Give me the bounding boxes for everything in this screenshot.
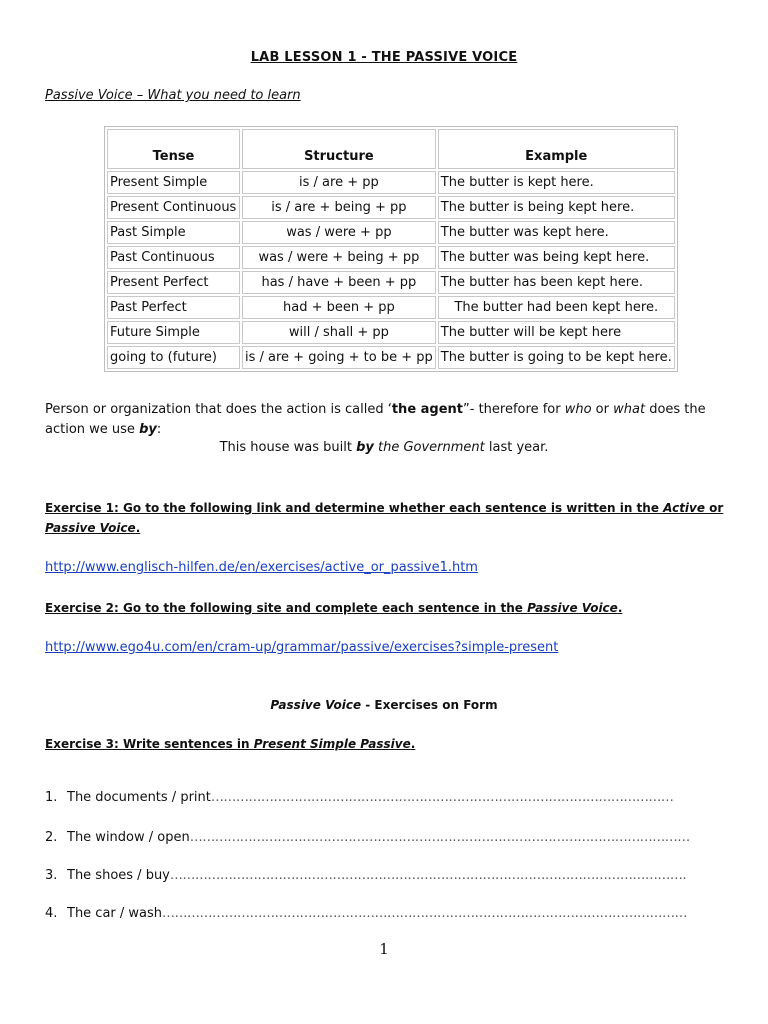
structure-cell: will / shall + pp	[242, 321, 436, 344]
tense-table	[104, 126, 678, 372]
tense-cell: Present Simple	[107, 171, 240, 194]
exercise-1-text: Exercise 1: Go to the following link and determine whether each sentence is written in the	[45, 501, 664, 515]
page-title: LAB LESSON 1 - THE PASSIVE VOICE	[250, 50, 518, 65]
item-text: The documents / print	[67, 790, 211, 805]
agent-text: Person or organization that does the action is called ‘	[45, 402, 392, 417]
exercise-1-heading	[45, 498, 725, 538]
example-cell: The butter was being kept here.	[438, 246, 675, 269]
table-row	[107, 196, 675, 219]
table-row	[107, 246, 675, 269]
table-row	[107, 271, 675, 294]
agent-term: the agent	[391, 402, 464, 417]
list-item	[45, 906, 687, 921]
example-cell: The butter is being kept here.	[438, 196, 675, 219]
agent-text: does the action we use	[45, 402, 706, 437]
table-row	[107, 321, 675, 344]
tense-cell: Present Continuous	[107, 196, 240, 219]
structure-cell: has / have + been + pp	[242, 271, 436, 294]
item-text: The shoes / buy	[67, 868, 170, 883]
exercise-2-heading	[45, 598, 725, 618]
section-heading-italic: Passive Voice	[270, 698, 362, 712]
exercise-3-text: Exercise 3: Write sentences in	[45, 737, 254, 751]
tense-cell: Past Simple	[107, 221, 240, 244]
example-text: This house was built	[219, 440, 357, 455]
structure-cell: is / are + going + to be + pp	[242, 346, 436, 369]
exercise-2-text: .	[617, 601, 623, 615]
example-cell: The butter will be kept here	[438, 321, 675, 344]
agent-text: :	[156, 422, 162, 437]
table-header-row	[107, 129, 675, 169]
example-cell: The butter is kept here.	[438, 171, 675, 194]
item-text: The car / wash	[67, 906, 163, 921]
item-number: 3.	[45, 868, 58, 883]
item-blank: …………………………………………………………………………………………………………	[189, 830, 690, 845]
page-number: 1	[379, 940, 389, 958]
exercise-1-active: Active	[663, 501, 705, 515]
item-number: 2.	[45, 830, 58, 845]
agent-who: who	[564, 402, 592, 417]
exercise-1-text: .	[135, 521, 141, 535]
exercise-2-text: Exercise 2: Go to the following site and complete each sentence in the	[45, 601, 528, 615]
example-cell: The butter is going to be kept here.	[438, 346, 675, 369]
exercise-2-passive: Passive Voice	[527, 601, 618, 615]
structure-cell: was / were + pp	[242, 221, 436, 244]
example-government: the Government	[377, 440, 485, 455]
structure-cell: is / are + pp	[242, 171, 436, 194]
list-item	[45, 868, 686, 883]
exercise-3-italic: Present Simple Passive	[253, 737, 411, 751]
example-text: last year.	[484, 440, 549, 455]
item-text: The window / open	[67, 830, 190, 845]
exercise-1-text: or	[705, 501, 724, 515]
table-row	[107, 221, 675, 244]
agent-text: ”- therefore for	[463, 402, 565, 417]
table-row	[107, 296, 675, 319]
structure-cell: had + been + pp	[242, 296, 436, 319]
item-blank: …………………………………………………………………………………………………	[210, 790, 674, 805]
item-number: 1.	[45, 790, 58, 805]
structure-cell: is / are + being + pp	[242, 196, 436, 219]
exercise-1-passive: Passive Voice	[45, 521, 136, 535]
example-by: by	[356, 440, 374, 455]
agent-explanation	[45, 400, 735, 440]
item-number: 4.	[45, 906, 58, 921]
list-item	[45, 790, 673, 805]
agent-by: by	[139, 422, 157, 437]
example-cell: The butter has been kept here.	[438, 271, 675, 294]
section-heading-text: - Exercises on Form	[361, 698, 498, 712]
structure-cell: was / were + being + pp	[242, 246, 436, 269]
list-item	[45, 830, 690, 845]
exercise-2-link[interactable]: http://www.ego4u.com/en/cram-up/grammar/passive/exercises?simple-present	[45, 640, 559, 655]
exercise-3-heading	[45, 734, 725, 754]
item-blank: ………………………………………………………………………………………………………………	[162, 906, 688, 921]
exercises-on-form-heading	[0, 698, 768, 712]
tense-cell: going to (future)	[107, 346, 240, 369]
agent-text: or	[591, 402, 614, 417]
agent-what: what	[613, 402, 646, 417]
table-row	[107, 171, 675, 194]
tense-cell: Future Simple	[107, 321, 240, 344]
table-row	[107, 346, 675, 369]
tense-cell: Past Continuous	[107, 246, 240, 269]
header-tense: Tense	[107, 129, 240, 169]
section-subtitle: Passive Voice – What you need to learn	[45, 88, 301, 103]
header-example: Example	[438, 129, 675, 169]
example-cell: The butter had been kept here.	[438, 296, 675, 319]
exercise-1-link[interactable]: http://www.englisch-hilfen.de/en/exercises/active_or_passive1.htm	[45, 560, 478, 575]
example-sentence	[0, 440, 768, 455]
exercise-3-text: .	[410, 737, 416, 751]
item-blank: …………………………………………………………………………………………………………….	[169, 868, 687, 883]
tense-cell: Present Perfect	[107, 271, 240, 294]
example-cell: The butter was kept here.	[438, 221, 675, 244]
header-structure: Structure	[242, 129, 436, 169]
tense-cell: Past Perfect	[107, 296, 240, 319]
